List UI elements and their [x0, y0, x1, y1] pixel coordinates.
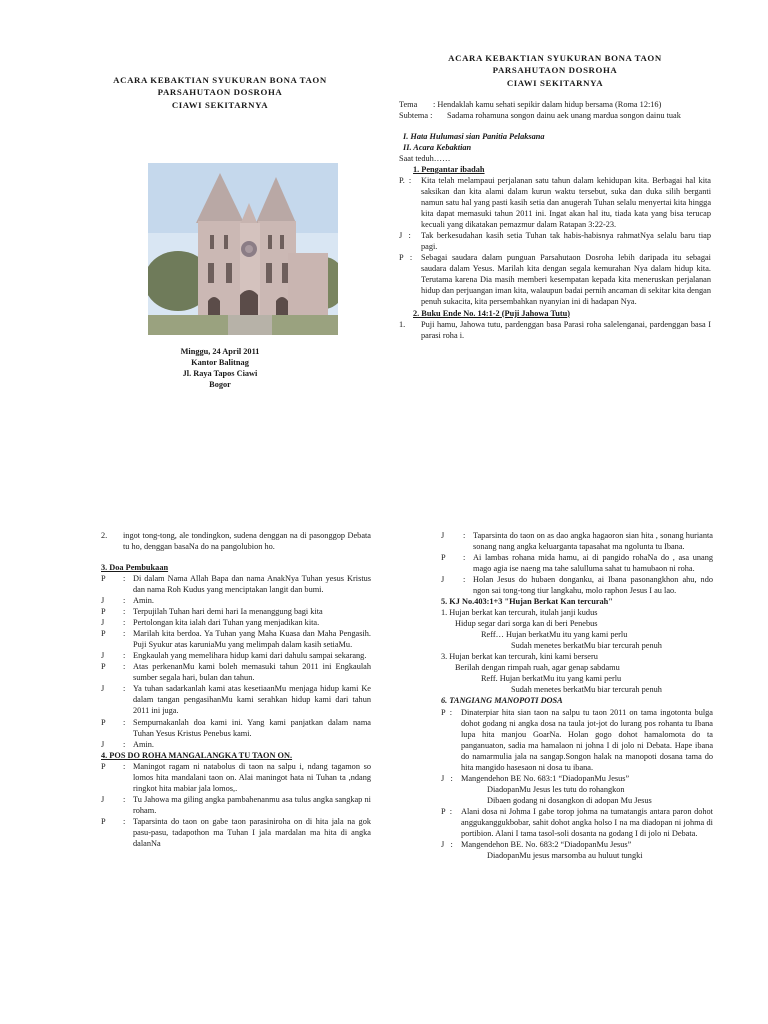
speaker-label: J — [101, 618, 105, 628]
liturgy-line: J : Taparsinta do taon on as dao angka hagaoron sian hita , sonang hurianta sonang nang angka keluarganta tapasahat ma ngolunta tu Ibana. — [441, 531, 713, 552]
liturgy-text: Ai lambas rohana mida hamu, ai di pangido rohaNa do , asa unang mago agia ise naeng ma tahe salulluma sahat tu hamubaon ni roha. — [473, 553, 713, 574]
s2-text: ingot tong-tong, ale tondingkon, sudena denggan na di pasonggop Debata tu ho, denggan basaNa do na pangolubion ho. — [123, 531, 371, 552]
speaker-label: J — [441, 575, 445, 585]
liturgy-line: P : Maningot ragam ni natabolus di taon na salpu i, ndang tagamon so lomos hita mandalani taon on. Alai maningot hata ni Tuhan ta ,ndang ringkot hita mabiar jala lomos,. — [101, 761, 371, 793]
hymn-3: 3. Hujan berkat kan tercurah, kini kami berseru — [441, 652, 598, 662]
item1-heading: 1. Pengantar ibadah — [413, 165, 485, 175]
page4-panel — [441, 530, 713, 930]
speaker-label: J — [101, 794, 105, 804]
p1-row: P. : Kita telah melampaui perjalanan satu tahun dalam kehidupan kita. Berbagai hal kita saksikan dan kita alami dalam kurun waktu tersebut, suka dan duka silih berganti namun satu hal yang pasti kasih setia dan anugerah Tuhan selalu menyertai kita hingga kita dapat memasuki tahun 2011 ini. Ingat akan hal itu, tiada kata yang bisa terucap kecuali yang dikatakan pemazmur dalam Ratapan 3:22-23. — [399, 176, 711, 230]
church-photo — [148, 163, 338, 335]
liturgy-text: Taparsinta do taon on gabe taon parasiniroha on di hita jala na gok pasu-pasu, tadapothon ma Tuhan I jala mardalan ma hita di angka dalanNa — [133, 816, 371, 848]
j6d-text: DiadopanMu jesus marsomba au huluut tungki — [487, 850, 643, 860]
liturgy-text: Maningot ragam ni natabolus di taon na salpu i, ndang tagamon so lomos hita mandalani taon on. Alai maningot hata ni Tuhan ta ,ndang ringkot hita mabiar jala lomos,. — [133, 761, 371, 793]
j6a-text: DiadopanMu Jesus les tutu do rohangkon — [487, 784, 625, 794]
page2-title-2: PARSAHUTAON DOSROHA — [492, 65, 618, 76]
p6b-text: Alani dosa ni Johma I gabe torop johma na tumatangis antara paron dohot anggukanggukbobar, sahit dohot angka holso I na ma diadopan ni johma di portibion. Alani I tama tasol-soli dosanta na godang I di jolo ni Debata. — [461, 806, 713, 838]
cover-title-2: PARSAHUTAON DOSROHA — [157, 87, 283, 98]
liturgy-line: P : Taparsinta do taon on gabe taon parasiniroha on di hita jala na gok pasu-pasu, tadapothon ma Tuhan I jala mardalan ma hita di angka dalanNa — [101, 816, 371, 848]
s2-num: 2. — [101, 531, 108, 540]
liturgy-line: P : Marilah kita berdoa. Ya Tuhan yang Maha Kuasa dan Maha Pengasih. Puji Syukur atas karuniaMu yang melimpah dalam kasih setiaMu. — [101, 629, 371, 650]
liturgy-text: Atas perkenanMu kami boleh memasuki tahun 2011 ini Engkaulah sumber segala hari, bulan dan tahun. — [133, 662, 371, 683]
j6c-text: Mangendehon BE. No. 683:2 “DiadopanMu Jesus” — [461, 839, 632, 849]
item5-heading: 5. KJ No.403:1+3 "Hujan Berkat Kan tercurah" — [441, 597, 613, 607]
hymn-1b: Hidup segar dari sorga kan di beri Penebus — [455, 619, 598, 629]
liturgy-text: Engkaulah yang memelihara hidup kami dari dahulu sampai sekarang. — [133, 651, 367, 661]
section-1: I. Hata Hulumasi sian Panitia Pelaksana — [403, 132, 545, 141]
tema-label: Tema — [399, 99, 418, 109]
saat-teduh: Saat teduh…… — [399, 154, 451, 164]
speaker-label: J — [101, 684, 105, 694]
p6-text: Dinaterpiar hita sian taon na salpu tu taon 2011 on tama ingotonta bulga dohot godang ni angka dosa na taula jot-jot do lurang pos rohanta tu Ibana lupa hita manjou GoarNa. Holan gogo dohot hamalomota do ta panganuaton, sadia ma hamalaon ni johna I di jolo ni Debata. Hape ibana do namarmulia jala na sangap.Songon halak na manopoti dosana tama do hita mangido hasesaon ni dosa tu ibana. — [461, 707, 713, 772]
speaker-label: J — [441, 531, 445, 540]
liturgy-line: P : Di dalam Nama Allah Bapa dan nama AnakNya Tuhan yesus Kristus dan nama Roh Kudus yang menciptakan langit dan bumi. — [101, 574, 371, 595]
cover-place-2: Jl. Raya Tapos Ciawi — [182, 369, 258, 379]
liturgy-text: Terpujilah Tuhan hari demi hari Ia menanggung bagi kita — [133, 607, 323, 617]
section-2: II. Acara Kebaktian — [403, 143, 472, 153]
speaker-label: P — [101, 662, 106, 672]
liturgy-line: P : Sempurnakanlah doa kami ini. Yang kami panjatkan dalam nama Tuhan Yesus Kristus Penebus kami. — [101, 717, 371, 738]
subtema-text: Sadama rohamuna songon dainu aek unang mardua songon dainu tuak — [447, 110, 681, 120]
song1-text: Puji hamu, Jahowa tutu, pardenggan basa Parasi roha salelenganai, pardenggan basa I parasi roha i. — [421, 319, 711, 340]
p6b-row: P : Alani dosa ni Johma I gabe torop johma na tumatangis antara paron dohot anggukanggukbobar, sahit dohot angka holso I na ma diadopan ni johma di portibion. Alani I tama tasol-soli dosanta na godang I di jolo ni Debata. — [441, 806, 713, 838]
speaker-label: P — [101, 629, 106, 639]
p1-text: Kita telah melampaui perjalanan satu tahun dalam kehidupan kita. Berbagai hal kita saksikan dan kita alami dalam kurun waktu tersebut, suka dan duka silih berganti namun satu hal yang pasti kasih setia dan anugerah Tuhan selalu menyertai kita hingga kita dapat memasuki tahun 2011 ini. Ingat akan hal itu, tiada kata yang bisa terucap kecuali yang dikatakan pemazmur dalam Ratapan 3:22-23. — [421, 176, 711, 230]
hymn-3b: Berilah dengan rimpah ruah, agar genap sabdamu — [455, 663, 620, 673]
speaker-label: P — [101, 574, 106, 584]
item4-heading: 4. POS DO ROHA MANGALANGKA TU TAON ON. — [101, 750, 293, 760]
liturgy-text: Tu Jahowa ma giling angka pambahenanmu asa tulus angka sangkap ni roham. — [133, 794, 371, 815]
doa-pembukaan-lines — [101, 573, 371, 750]
s2-row — [101, 530, 371, 552]
liturgy-text: Di dalam Nama Allah Bapa dan nama AnakNya Tuhan yesus Kristus dan nama Roh Kudus yang menciptakan langit dan bumi. — [133, 574, 371, 595]
speaker-label: P — [441, 553, 446, 563]
hymn-3-reff: Reff. Hujan berkatMu itu yang kami perlu — [481, 674, 622, 684]
hymn-1-reff2: Sudah menetes berkatMu biar tercurah penuh — [511, 641, 662, 651]
cover-details — [60, 346, 380, 406]
page2-title-1: ACARA KEBAKTIAN SYUKURAN BONA TAON — [448, 53, 662, 63]
liturgy-line: J : Pertolongan kita ialah dari Tuhan yang menjadikan kita. — [101, 617, 371, 628]
liturgy-line: J : Tu Jahowa ma giling angka pambahenanmu asa tulus angka sangkap ni roham. — [101, 794, 371, 815]
liturgy-line: J : Amin. — [101, 595, 371, 606]
speaker-label: J — [101, 596, 105, 606]
cover-title-3: CIAWI SEKITARNYA — [171, 99, 269, 110]
responsive-lines — [441, 530, 713, 596]
pos-do-roha-lines — [101, 761, 371, 849]
p2-row: P : Sebagai saudara dalam punguan Parsahutaon Dosroha lebih daripada itu sebagai saudara dalam Yesus. Marilah kita dengan segala kemurahan Nya dalam hidup kita. Terutama karena Dia masih memberi kesempatan kepada kita meneruskan perjalanan hidup dan perjuangan iman kita, walaupun badai pernih ancaman di sekitar kita dengan penuh sukacita, kita persembahkan nyanyian ini di hadapan Nya. — [399, 253, 711, 307]
liturgy-line: J : Ya tuhan sadarkanlah kami atas kesetiaanMu menjaga hidup kami Ke dalam tangan pengasihanMu kami serahkan hidup kami dari tahun 2011 ini juga. — [101, 684, 371, 716]
j1-row: J : Tak berkesudahan kasih setia Tuhan tak habis-habisnya rahmatNya selalu baru tiap pagi. — [399, 231, 711, 252]
subtema-row — [399, 110, 711, 121]
item3-heading: 3. Doa Pembukaan — [101, 563, 169, 573]
liturgy-text: Amin. — [133, 739, 154, 749]
liturgy-text: Sempurnakanlah doa kami ini. Yang kami panjatkan dalam nama Tuhan Yesus Kristus Penebus kami. — [133, 717, 371, 738]
cover-place-1: Kantor Balitnag — [191, 358, 249, 368]
item2-heading: 2. Buku Ende No. 14:1-2 (Puji Jahowa Tutu) — [413, 308, 570, 318]
liturgy-line: P : Atas perkenanMu kami boleh memasuki tahun 2011 ini Engkaulah sumber segala hari, bulan dan tahun. — [101, 662, 371, 683]
liturgy-line: J : Amin. — [101, 739, 371, 750]
page3-panel — [101, 530, 371, 910]
cover-title-1: ACARA KEBAKTIAN SYUKURAN BONA TAON — [113, 75, 327, 85]
hymn-1: 1. Hujan berkat kan tercurah, itulah janji kudus — [441, 608, 598, 618]
song1-num: 1. — [399, 319, 406, 329]
liturgy-line: J : Engkaulah yang memelihara hidup kami dari dahulu sampai sekarang. — [101, 650, 371, 661]
liturgy-text: Pertolongan kita ialah dari Tuhan yang menjadikan kita. — [133, 618, 320, 628]
p2-text: Sebagai saudara dalam punguan Parsahutaon Dosroha lebih daripada itu sebagai saudara dalam Yesus. Marilah kita dengan segala kemurahan Nya dalam hidup kita. Terutama karena Dia masih memberi kesempatan kepada kita meneruskan perjalanan hidup dan perjuangan iman kita, walaupun badai pernih ancaman di sekitar kita dengan penuh sukacita, kita persembahkan nyanyian ini di hadapan Nya. — [421, 253, 711, 307]
song1-row — [399, 319, 711, 341]
hymn-3-reff2: Sudah menetes berkatMu biar tercurah penuh — [511, 685, 662, 695]
page2-panel — [399, 52, 711, 412]
liturgy-line: P : Ai lambas rohana mida hamu, ai di pangido rohaNa do , asa unang mago agia ise naeng ma tahe salulluma sahat tu hamubaon ni roha. — [441, 553, 713, 574]
j6b-text: Dibaen godang ni dosangkon di adopan Mu Jesus — [487, 795, 652, 805]
item6-heading: 6. TANGIANG MANOPOTI DOSA — [441, 696, 563, 706]
liturgy-text: Holan Jesus do hubaen donganku, ai Ibana pasonangkhon ahu, ndo ngon sai tong-tong tiur langkahu, molo raphon Jesus I au lao. — [473, 575, 713, 596]
hymn-1-reff: Reff… Hujan berkatMu itu yang kami perlu — [481, 630, 628, 640]
j6c-row: J : Mangendehon BE. No. 683:2 “DiadopanMu Jesus” — [441, 839, 713, 850]
speaker-label: P — [101, 816, 106, 826]
tema-text: : Hendaklah kamu sehati sepikir dalam hidup bersama (Roma 12:16) — [433, 99, 662, 109]
tema-row — [399, 99, 711, 110]
speaker-label: J — [101, 651, 105, 661]
cover-date: Minggu, 24 April 2011 — [180, 347, 260, 356]
liturgy-text: Ya tuhan sadarkanlah kami atas kesetiaanMu menjaga hidup kami Ke dalam tangan pengasihanMu kami serahkan hidup kami dari tahun 2011 ini juga. — [133, 684, 371, 716]
liturgy-line: J : Holan Jesus do hubaen donganku, ai Ibana pasonangkhon ahu, ndo ngon sai tong-tong tiur langkahu, molo raphon Jesus I au lao. — [441, 575, 713, 596]
speaker-label: P — [101, 607, 106, 617]
speaker-label: P — [101, 717, 106, 727]
liturgy-text: Taparsinta do taon on as dao angka hagaoron sian hita , sonang hurianta sonang nang angka keluarganta tapasahat ma ngolunta tu Ibana. — [473, 531, 713, 552]
liturgy-text: Amin. — [133, 596, 154, 606]
liturgy-line: P : Terpujilah Tuhan hari demi hari Ia menanggung bagi kita — [101, 606, 371, 617]
speaker-label: P — [101, 761, 106, 771]
j1-text: Tak berkesudahan kasih setia Tuhan tak habis-habisnya rahmatNya selalu baru tiap pagi. — [421, 231, 711, 252]
page2-title-3: CIAWI SEKITARNYA — [506, 77, 604, 88]
j6-text: Mangendehon BE No. 683:1 “DiadopanMu Jesus” — [461, 773, 630, 783]
liturgy-text: Marilah kita berdoa. Ya Tuhan yang Maha Kuasa dan Maha Pengasih. Puji Syukur atas karuniaMu yang melimpah dalam kasih setiaMu. — [133, 629, 371, 650]
j6-row: J : Mangendehon BE No. 683:1 “DiadopanMu Jesus” — [441, 773, 713, 784]
speaker-label: J — [101, 739, 105, 749]
subtema-label: Subtema : — [399, 110, 433, 120]
p6-row: P : Dinaterpiar hita sian taon na salpu tu taon 2011 on tama ingotonta bulga dohot godang ni angka dosa na taula jot-jot do lurang pos rohanta tu Ibana lupa hita manjou GoarNa. Holan gogo dohot hamalomota do ta panganuaton, sadia ma hamalaon ni johna I di jolo ni Debata. Hape ibana do namarmulia jala na sangap.Songon halak na manopoti dosana tama do hita mangido hasesaon ni dosa tu ibana. — [441, 707, 713, 772]
cover-place-3: Bogor — [209, 380, 231, 390]
